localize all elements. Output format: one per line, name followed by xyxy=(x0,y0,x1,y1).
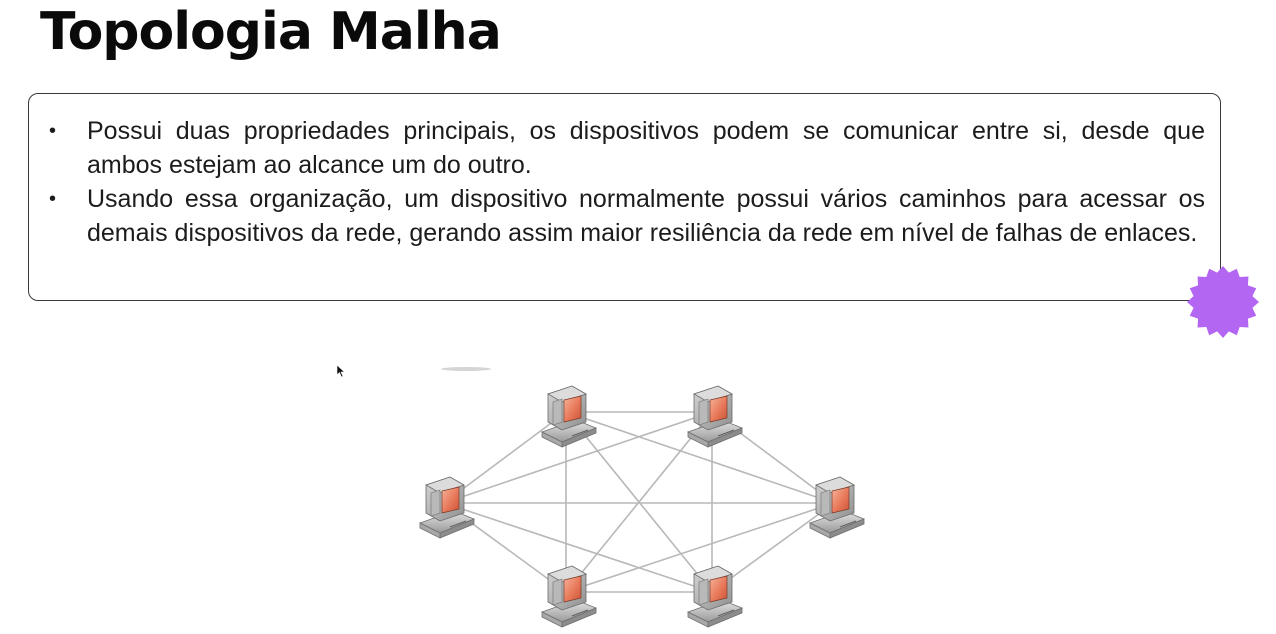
bullet-marker: • xyxy=(49,120,57,142)
bullet-marker: • xyxy=(49,188,57,210)
computer-icon xyxy=(688,386,742,447)
mesh-links xyxy=(444,412,834,592)
computer-icon xyxy=(810,477,864,538)
bullet-text: Possui duas propriedades principais, os dispositivos podem se comunicar entre si, desde que ambos estejam ao alcance um do outro. xyxy=(87,117,1205,179)
computer-icon xyxy=(542,566,596,627)
bullet-text: Usando essa organização, um dispositivo normalmente possui vários caminhos para acessar os demais dispositivos da rede, gerando assim maior resiliência da rede em nível de falhas de enlaces. xyxy=(87,185,1205,247)
slide-title: Topologia Malha xyxy=(40,2,501,62)
